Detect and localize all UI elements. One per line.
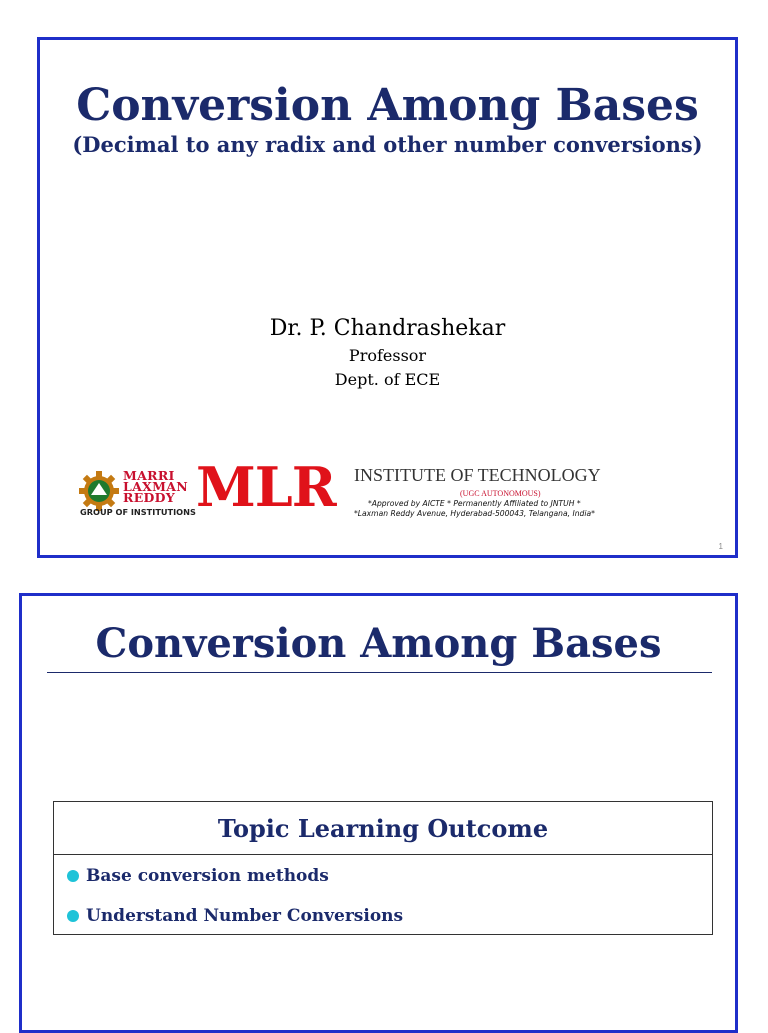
content-slide: [19, 593, 738, 1033]
bullet-dot-icon: [67, 910, 79, 922]
title-slide: [37, 37, 738, 558]
learning-outcome-heading: Topic Learning Outcome: [54, 802, 712, 855]
list-item: [54, 895, 712, 935]
page-number: 1: [718, 542, 723, 551]
outcome-text: Base conversion methods: [86, 866, 329, 886]
logo-marri-text: MARRI LAXMAN REDDY: [123, 468, 188, 505]
author-department: Dept. of ECE: [334, 370, 441, 389]
slide-title: Conversion Among Bases: [76, 80, 699, 131]
list-item: [54, 855, 712, 895]
logo-ugc-text: (UGC AUTONOMOUS): [460, 489, 541, 498]
logo-group-text: GROUP OF INSTITUTIONS: [80, 507, 196, 517]
logo-mlr-wordmark: MLR: [196, 455, 336, 519]
slide-subtitle: (Decimal to any radix and other number conversions): [72, 132, 703, 157]
author-name: Dr. P. Chandrashekar: [269, 316, 506, 341]
logo-approval-text: *Approved by AICTE * Permanently Affiliated to JNTUH *: [368, 499, 581, 508]
slide-title: Conversion Among Bases: [95, 620, 662, 667]
title-divider: [47, 672, 712, 673]
author-designation: Professor: [348, 346, 427, 365]
gear-emblem-icon: [78, 470, 120, 512]
bullet-dot-icon: [67, 870, 79, 882]
logo-address-text: *Laxman Reddy Avenue, Hyderabad-500043, Telangana, India*: [354, 509, 595, 518]
logo-institute-name: INSTITUTE OF TECHNOLOGY: [354, 465, 601, 485]
learning-outcome-list: [54, 855, 712, 935]
outcome-text: Understand Number Conversions: [86, 906, 404, 926]
institute-logo: [78, 455, 698, 525]
learning-outcome-box: [53, 801, 713, 935]
